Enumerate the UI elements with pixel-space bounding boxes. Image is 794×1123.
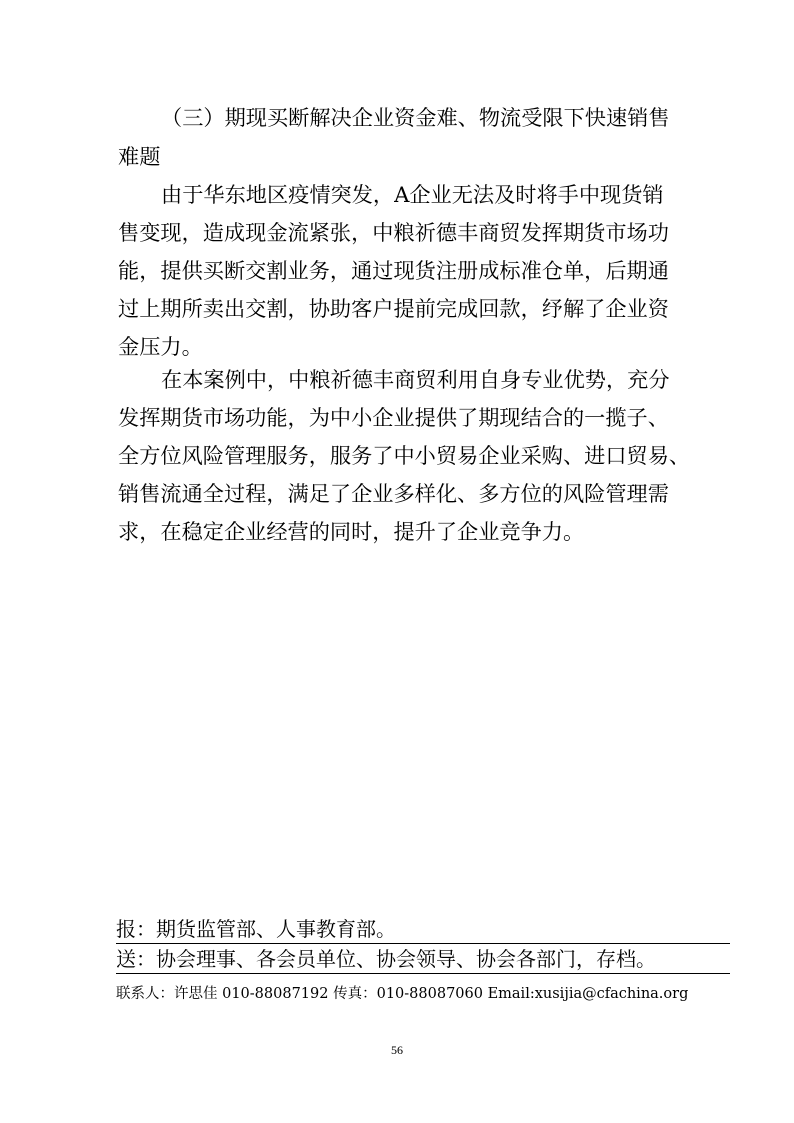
paragraph-2-line-1: 在本案例中，中粮祈德丰商贸利用自身专业优势，充分: [161, 367, 670, 392]
contact-line: 联系人：许思佳 010-88087192 传真：010-88087060 Email:xusijia@cfachina.org: [116, 986, 689, 1002]
paragraph-1-line-2: 售变现，造成现金流紧张，中粮祈德丰商贸发挥期货市场功: [118, 220, 669, 245]
send-to-line: 送：协会理事、各会员单位、协会领导、协会各部门，存档。: [116, 947, 656, 971]
report-to-line: 报：期货监管部、人事教育部。: [116, 917, 396, 941]
paragraph-1-line-1: 由于华东地区疫情突发，A企业无法及时将手中现货销: [161, 182, 664, 207]
paragraph-2-line-4: 销售流通全过程，满足了企业多样化、多方位的风险管理需: [118, 481, 669, 506]
paragraph-2-line-3: 全方位风险管理服务，服务了中小贸易企业采购、进口贸易、: [118, 443, 691, 468]
paragraph-1-line-3: 能，提供买断交割业务，通过现货注册成标准仓单，后期通: [118, 258, 669, 283]
section-heading-line-2: 难题: [118, 144, 161, 169]
footer-divider-top: [116, 943, 730, 944]
paragraph-2-line-2: 发挥期货市场功能，为中小企业提供了期现结合的一揽子、: [118, 405, 669, 430]
footer-divider-bottom: [116, 973, 730, 974]
paragraph-1-line-4: 过上期所卖出交割，协助客户提前完成回款，纾解了企业资: [118, 296, 669, 321]
page-number: 56: [391, 1043, 403, 1057]
section-heading-line-1: （三）期现买断解决企业资金难、物流受限下快速销售: [161, 105, 670, 130]
paragraph-2-line-5: 求，在稳定企业经营的同时，提升了企业竞争力。: [118, 519, 585, 544]
paragraph-1-line-5: 金压力。: [118, 334, 203, 359]
